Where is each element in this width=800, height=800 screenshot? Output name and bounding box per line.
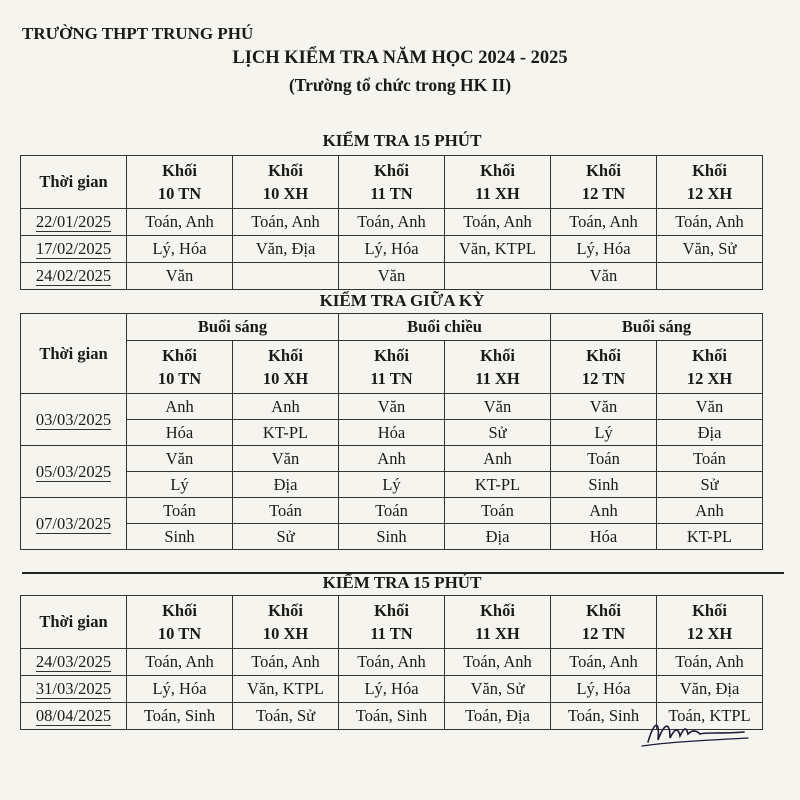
subject-cell: Hóa	[339, 420, 445, 446]
subject-cell: Hóa	[127, 420, 233, 446]
grade-header	[233, 341, 339, 394]
grade-class: 11 TN	[370, 369, 413, 388]
table-row	[21, 676, 763, 703]
grade-header	[445, 341, 551, 394]
grade-class: 11 TN	[370, 184, 413, 203]
subject-cell	[445, 263, 551, 290]
subject-cell: Địa	[233, 472, 339, 498]
school-name: TRƯỜNG THPT TRUNG PHÚ	[22, 24, 254, 43]
grade-label: Khối	[268, 161, 303, 180]
subject-cell: Lý	[127, 472, 233, 498]
grade-class: 10 TN	[157, 624, 202, 643]
subject-cell: Toán, Anh	[551, 649, 657, 676]
subject-cell: Toán	[445, 498, 551, 524]
subject-cell: Toán, Anh	[445, 209, 551, 236]
subject-cell: Văn, Sử	[657, 236, 763, 263]
grade-header	[339, 596, 445, 649]
grade-header	[233, 156, 339, 209]
grade-header	[127, 156, 233, 209]
subject-cell: Văn	[551, 263, 657, 290]
schedule-table-15min-2	[20, 595, 763, 730]
subject-cell: Toán	[339, 498, 445, 524]
subject-cell: Lý, Hóa	[339, 236, 445, 263]
subject-cell: Toán, KTPL	[657, 703, 763, 730]
grade-class: 12 XH	[686, 369, 733, 388]
table-row	[21, 263, 763, 290]
grade-class: 10 XH	[262, 184, 309, 203]
grade-label: Khối	[586, 601, 621, 620]
date-cell	[21, 209, 127, 236]
subject-cell: Toán	[657, 446, 763, 472]
subject-cell: Toán, Anh	[445, 649, 551, 676]
subject-cell: Toán, Sinh	[551, 703, 657, 730]
subject-cell: Lý, Hóa	[127, 236, 233, 263]
date-cell	[21, 649, 127, 676]
table-row	[21, 446, 763, 472]
schedule-table-15min-1	[20, 155, 763, 290]
subject-cell: Văn, KTPL	[445, 236, 551, 263]
subject-cell: Toán, Anh	[339, 209, 445, 236]
date-text: 24/02/2025	[35, 266, 112, 285]
subject-cell: KT-PL	[233, 420, 339, 446]
section1-heading: KIỂM TRA 15 PHÚT	[322, 131, 482, 150]
grade-header	[551, 156, 657, 209]
date-text: 22/01/2025	[35, 212, 112, 231]
subject-cell: Anh	[233, 394, 339, 420]
grade-label: Khối	[162, 346, 197, 365]
subject-cell: Toán, Anh	[233, 649, 339, 676]
grade-header	[127, 341, 233, 394]
subject-cell: Anh	[551, 498, 657, 524]
subject-cell: Văn	[339, 394, 445, 420]
subject-cell: Toán, Địa	[445, 703, 551, 730]
subject-cell: Văn	[233, 446, 339, 472]
grade-label: Khối	[480, 346, 515, 365]
table-row	[21, 472, 763, 498]
subject-cell: Lý	[551, 420, 657, 446]
subject-cell: Toán, Sử	[233, 703, 339, 730]
date-cell	[21, 263, 127, 290]
session-header: Buổi sáng	[551, 314, 763, 341]
time-header: Thời gian	[21, 156, 127, 209]
date-text: 05/03/2025	[35, 461, 112, 481]
subject-cell: Văn	[127, 263, 233, 290]
grade-class: 10 XH	[262, 624, 309, 643]
subject-cell: Sinh	[339, 524, 445, 550]
session-header: Buổi chiều	[339, 314, 551, 341]
grade-label: Khối	[268, 601, 303, 620]
subject-cell: Lý, Hóa	[339, 676, 445, 703]
date-text: 08/04/2025	[35, 706, 112, 725]
subject-cell: Sử	[445, 420, 551, 446]
grade-header	[127, 596, 233, 649]
subject-cell: Toán, Anh	[127, 649, 233, 676]
grade-class: 10 TN	[157, 184, 202, 203]
grade-header	[657, 156, 763, 209]
time-header: Thời gian	[21, 314, 127, 394]
date-text: 24/03/2025	[35, 652, 112, 671]
subject-cell: Toán, Anh	[339, 649, 445, 676]
grade-class: 11 XH	[475, 184, 520, 203]
subject-cell: Toán, Anh	[657, 649, 763, 676]
grade-class: 11 XH	[475, 369, 520, 388]
subject-cell: Văn, Sử	[445, 676, 551, 703]
grade-header	[657, 341, 763, 394]
table-row	[21, 394, 763, 420]
subject-cell: Anh	[445, 446, 551, 472]
subject-cell: Văn, KTPL	[233, 676, 339, 703]
date-cell	[21, 236, 127, 263]
subject-cell: Văn	[339, 263, 445, 290]
grade-header	[551, 596, 657, 649]
date-text: 17/02/2025	[35, 239, 112, 258]
grade-class: 12 TN	[581, 369, 626, 388]
grade-label: Khối	[162, 601, 197, 620]
subject-cell: Toán, Anh	[657, 209, 763, 236]
grade-header	[233, 596, 339, 649]
date-cell	[21, 703, 127, 730]
subject-cell: Toán, Anh	[127, 209, 233, 236]
grade-label: Khối	[268, 346, 303, 365]
grade-class: 12 TN	[581, 624, 626, 643]
grade-class: 12 XH	[686, 624, 733, 643]
time-header: Thời gian	[21, 596, 127, 649]
table-row	[21, 498, 763, 524]
grade-class: 10 XH	[262, 369, 309, 388]
subject-cell: Sinh	[127, 524, 233, 550]
subject-cell: Hóa	[551, 524, 657, 550]
table-row	[21, 420, 763, 446]
subject-cell: KT-PL	[657, 524, 763, 550]
signature-icon	[640, 712, 750, 752]
grade-label: Khối	[374, 601, 409, 620]
date-cell	[21, 446, 127, 498]
table-row	[21, 236, 763, 263]
subject-cell: Địa	[445, 524, 551, 550]
subject-cell: Văn	[657, 394, 763, 420]
subject-cell: Lý, Hóa	[551, 236, 657, 263]
table-row	[21, 649, 763, 676]
date-cell	[21, 676, 127, 703]
subject-cell: Văn, Địa	[233, 236, 339, 263]
subject-cell: Anh	[339, 446, 445, 472]
subject-cell: Toán	[233, 498, 339, 524]
subject-cell: Lý, Hóa	[127, 676, 233, 703]
grade-class: 11 TN	[370, 624, 413, 643]
subject-cell: KT-PL	[445, 472, 551, 498]
table-row	[21, 524, 763, 550]
subject-cell: Anh	[657, 498, 763, 524]
session-header: Buổi sáng	[127, 314, 339, 341]
page-title: LỊCH KIỂM TRA NĂM HỌC 2024 - 2025	[232, 48, 568, 68]
subject-cell: Văn	[127, 446, 233, 472]
grade-header	[445, 596, 551, 649]
subject-cell: Lý	[339, 472, 445, 498]
grade-label: Khối	[374, 161, 409, 180]
subject-cell: Anh	[127, 394, 233, 420]
grade-header	[551, 341, 657, 394]
subject-cell: Văn, Địa	[657, 676, 763, 703]
subject-cell: Toán, Anh	[233, 209, 339, 236]
subject-cell	[233, 263, 339, 290]
subject-cell: Sinh	[551, 472, 657, 498]
grade-label: Khối	[586, 346, 621, 365]
subject-cell: Toán	[127, 498, 233, 524]
grade-class: 12 TN	[581, 184, 626, 203]
section2-heading: KIỂM TRA GIỮA KỲ	[319, 291, 485, 310]
subject-cell: Văn	[551, 394, 657, 420]
grade-label: Khối	[586, 161, 621, 180]
subject-cell: Văn	[445, 394, 551, 420]
grade-header	[339, 341, 445, 394]
section3-heading: KIỂM TRA 15 PHÚT	[322, 573, 482, 592]
schedule-table-midterm	[20, 313, 763, 550]
grade-header	[339, 156, 445, 209]
subject-cell: Toán, Anh	[551, 209, 657, 236]
date-text: 31/03/2025	[35, 679, 112, 698]
subject-cell: Lý, Hóa	[551, 676, 657, 703]
grade-label: Khối	[480, 161, 515, 180]
date-text: 07/03/2025	[35, 513, 112, 533]
subject-cell: Sử	[233, 524, 339, 550]
grade-label: Khối	[692, 346, 727, 365]
date-cell	[21, 498, 127, 550]
grade-label: Khối	[692, 601, 727, 620]
table-row	[21, 209, 763, 236]
page-subtitle: (Trường tổ chức trong HK II)	[288, 75, 512, 95]
grade-class: 10 TN	[157, 369, 202, 388]
subject-cell: Địa	[657, 420, 763, 446]
grade-class: 11 XH	[475, 624, 520, 643]
grade-class: 12 XH	[686, 184, 733, 203]
subject-cell	[657, 263, 763, 290]
grade-label: Khối	[480, 601, 515, 620]
date-text: 03/03/2025	[35, 409, 112, 429]
subject-cell: Sử	[657, 472, 763, 498]
subject-cell: Toán, Sinh	[127, 703, 233, 730]
grade-label: Khối	[692, 161, 727, 180]
date-cell	[21, 394, 127, 446]
grade-header	[445, 156, 551, 209]
grade-header	[657, 596, 763, 649]
subject-cell: Toán, Sinh	[339, 703, 445, 730]
subject-cell: Toán	[551, 446, 657, 472]
grade-label: Khối	[374, 346, 409, 365]
grade-label: Khối	[162, 161, 197, 180]
